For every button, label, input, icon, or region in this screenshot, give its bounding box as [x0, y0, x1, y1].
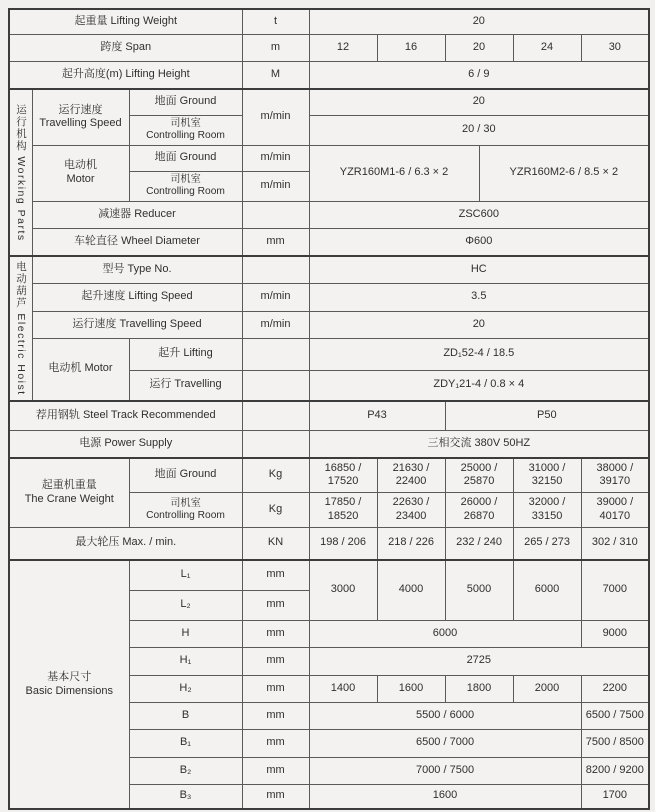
travel-motor-ground-unit: m/min: [242, 145, 309, 171]
dim-l-value: 7000: [581, 560, 649, 620]
span-value: 30: [581, 34, 649, 61]
dim-b-label: B: [129, 702, 242, 729]
travel-motor-value-right: YZR160M2-6 / 8.5 × 2: [479, 145, 649, 201]
type-no-label: 型号 Type No.: [32, 256, 242, 283]
hoist-travelling-speed-unit: m/min: [242, 311, 309, 338]
lifting-weight-unit: t: [242, 9, 309, 34]
dim-b-unit: mm: [242, 702, 309, 729]
crane-weight-ground-label: 地面 Ground: [129, 458, 242, 492]
row-power-supply: [9, 430, 649, 458]
crane-weight-ground-value: 21630 / 22400: [377, 458, 445, 492]
crane-specification-table: [8, 8, 650, 810]
basic-dimensions-label: [9, 560, 129, 809]
reducer-label: 减速器 Reducer: [32, 201, 242, 228]
span-value: 20: [445, 34, 513, 61]
crane-weight-cab-value: 17850 / 18520: [309, 492, 377, 527]
cab-label-zh: 司机室: [170, 497, 201, 509]
dim-b1-value-right: 7500 / 8500: [581, 729, 649, 757]
hoist-motor-label: 电动机 Motor: [32, 338, 129, 401]
crane-weight-label-en: The Crane Weight: [24, 492, 114, 505]
dim-b3-label: B₃: [129, 784, 242, 809]
crane-weight-label-zh: 起重机重量: [41, 479, 97, 491]
wheel-diameter-label: 车轮直径 Wheel Diameter: [32, 228, 242, 256]
hoist-motor-travelling-label: 运行 Travelling: [129, 370, 242, 401]
dim-h-unit: mm: [242, 620, 309, 647]
travelling-speed-label-zh: 运行速度: [58, 103, 103, 116]
max-wheel-load-unit: KN: [242, 527, 309, 560]
dim-h2-value: 2000: [513, 675, 581, 702]
wheel-diameter-unit: mm: [242, 228, 309, 256]
row-wheel-diameter: [9, 228, 649, 256]
crane-weight-cab-label: [129, 492, 242, 527]
crane-weight-ground-value: 38000 / 39170: [581, 458, 649, 492]
cab-label-en: Controlling Room: [146, 130, 225, 141]
dim-b-value-right: 6500 / 7500: [581, 702, 649, 729]
row-travel-motor-ground: [9, 145, 649, 171]
cab-label-zh: 司机室: [170, 174, 201, 186]
dim-h1-label: H₁: [129, 647, 242, 675]
travelling-speed-label: [32, 89, 129, 145]
cab-label-en: Controlling Room: [146, 186, 225, 197]
crane-weight-cab-value: 39000 / 40170: [581, 492, 649, 527]
travelling-speed-ground-label: 地面 Ground: [129, 89, 242, 115]
dim-h1-value: 2725: [309, 647, 649, 675]
max-wheel-load-value: 198 / 206: [309, 527, 377, 560]
section-electric-hoist-label: 电动葫芦 Electric Hoist: [15, 261, 27, 396]
lifting-height-unit: M: [242, 61, 309, 89]
travelling-speed-cab-label: [129, 115, 242, 145]
crane-weight-cab-unit: Kg: [242, 492, 309, 527]
travel-motor-cab-unit: m/min: [242, 171, 309, 201]
row-hoist-motor-lifting: [9, 338, 649, 370]
hoist-travelling-speed-label: 运行速度 Travelling Speed: [32, 311, 242, 338]
span-unit: m: [242, 34, 309, 61]
cab-label-zh: 司机室: [170, 118, 201, 130]
hoist-lifting-speed-unit: m/min: [242, 283, 309, 311]
hoist-travelling-speed-value: 20: [309, 311, 649, 338]
row-steel-track: [9, 401, 649, 430]
dim-h-value-left: 6000: [309, 620, 581, 647]
dim-l-value: 5000: [445, 560, 513, 620]
dim-l-value: 3000: [309, 560, 377, 620]
reducer-value: ZSC600: [309, 201, 649, 228]
hoist-lifting-speed-value: 3.5: [309, 283, 649, 311]
hoist-motor-travelling-value: ZDY₁21-4 / 0.8 × 4: [309, 370, 649, 401]
dim-b2-value-right: 8200 / 9200: [581, 757, 649, 784]
dim-h1-unit: mm: [242, 647, 309, 675]
travelling-speed-ground-value: 20: [309, 89, 649, 115]
dim-b3-unit: mm: [242, 784, 309, 809]
row-lifting-height: [9, 61, 649, 89]
crane-weight-ground-value: 31000 / 32150: [513, 458, 581, 492]
dim-h-value-right: 9000: [581, 620, 649, 647]
dim-l2-label: L₂: [129, 590, 242, 620]
dim-l-value: 4000: [377, 560, 445, 620]
crane-weight-cab-value: 22630 / 23400: [377, 492, 445, 527]
travel-motor-cab-label: [129, 171, 242, 201]
span-value: 16: [377, 34, 445, 61]
row-crane-weight-ground: [9, 458, 649, 492]
crane-weight-label: [9, 458, 129, 527]
span-label: 跨度 Span: [9, 34, 242, 61]
hoist-motor-lifting-value: ZD₁52-4 / 18.5: [309, 338, 649, 370]
crane-weight-cab-value: 32000 / 33150: [513, 492, 581, 527]
lifting-weight-value: 20: [309, 9, 649, 34]
dim-h2-value: 2200: [581, 675, 649, 702]
travel-motor-ground-label: 地面 Ground: [129, 145, 242, 171]
dim-l1-label: L₁: [129, 560, 242, 590]
hoist-lifting-speed-label: 起升速度 Lifting Speed: [32, 283, 242, 311]
dim-h2-value: 1800: [445, 675, 513, 702]
steel-track-value-right: P50: [445, 401, 649, 430]
row-dim-l1: [9, 560, 649, 590]
steel-track-label: 荐用钢轨 Steel Track Recommended: [9, 401, 242, 430]
travelling-speed-label-en: Travelling Speed: [39, 117, 122, 130]
hoist-motor-lifting-unit: [242, 338, 309, 370]
crane-weight-ground-value: 16850 / 17520: [309, 458, 377, 492]
row-travelling-speed-ground: [9, 89, 649, 115]
section-electric-hoist: [9, 256, 32, 401]
dim-b3-value-left: 1600: [309, 784, 581, 809]
span-value: 24: [513, 34, 581, 61]
wheel-diameter-value: Φ600: [309, 228, 649, 256]
max-wheel-load-value: 218 / 226: [377, 527, 445, 560]
crane-weight-ground-value: 25000 / 25870: [445, 458, 513, 492]
max-wheel-load-value: 302 / 310: [581, 527, 649, 560]
row-max-wheel-load: [9, 527, 649, 560]
crane-weight-cab-value: 26000 / 26870: [445, 492, 513, 527]
travel-motor-label-zh: 电动机: [64, 159, 97, 172]
dim-l1-unit: mm: [242, 560, 309, 590]
row-lifting-weight: [9, 9, 649, 34]
steel-track-unit: [242, 401, 309, 430]
span-value: 12: [309, 34, 377, 61]
lifting-height-value: 6 / 9: [309, 61, 649, 89]
max-wheel-load-label: 最大轮压 Max. / min.: [9, 527, 242, 560]
row-span: [9, 34, 649, 61]
dim-h2-label: H₂: [129, 675, 242, 702]
row-type-no: [9, 256, 649, 283]
dim-b-value-left: 5500 / 6000: [309, 702, 581, 729]
dim-h-label: H: [129, 620, 242, 647]
travel-motor-value-left: YZR160M1-6 / 6.3 × 2: [309, 145, 479, 201]
dim-h2-value: 1400: [309, 675, 377, 702]
dim-l-value: 6000: [513, 560, 581, 620]
travel-motor-label-en: Motor: [66, 173, 95, 185]
travel-motor-label: [32, 145, 129, 201]
travelling-speed-unit: m/min: [242, 89, 309, 145]
row-reducer: [9, 201, 649, 228]
steel-track-value-left: P43: [309, 401, 445, 430]
power-supply-value: 三相交流 380V 50HZ: [309, 430, 649, 458]
max-wheel-load-value: 232 / 240: [445, 527, 513, 560]
power-supply-label: 电源 Power Supply: [9, 430, 242, 458]
lifting-height-label: 起升高度(m) Lifting Height: [9, 61, 242, 89]
lifting-weight-label: 起重量 Lifting Weight: [9, 9, 242, 34]
dim-b2-label: B₂: [129, 757, 242, 784]
dim-h2-unit: mm: [242, 675, 309, 702]
dim-h2-value: 1600: [377, 675, 445, 702]
hoist-motor-lifting-label: 起升 Lifting: [129, 338, 242, 370]
reducer-unit: [242, 201, 309, 228]
section-working-parts-label: 运行机构 Working Parts: [15, 103, 27, 242]
type-no-unit: [242, 256, 309, 283]
travelling-speed-cab-value: 20 / 30: [309, 115, 649, 145]
cab-label-en: Controlling Room: [146, 509, 225, 521]
dim-b2-unit: mm: [242, 757, 309, 784]
row-hoist-lifting-speed: [9, 283, 649, 311]
row-hoist-travelling-speed: [9, 311, 649, 338]
basic-dimensions-label-en: Basic Dimensions: [25, 684, 113, 697]
power-supply-unit: [242, 430, 309, 458]
dim-b1-value-left: 6500 / 7000: [309, 729, 581, 757]
section-working-parts: [9, 89, 32, 256]
dim-b2-value-left: 7000 / 7500: [309, 757, 581, 784]
hoist-motor-travelling-unit: [242, 370, 309, 401]
type-no-value: HC: [309, 256, 649, 283]
max-wheel-load-value: 265 / 273: [513, 527, 581, 560]
crane-weight-ground-unit: Kg: [242, 458, 309, 492]
dim-b1-unit: mm: [242, 729, 309, 757]
dim-b3-value-right: 1700: [581, 784, 649, 809]
basic-dimensions-label-zh: 基本尺寸: [47, 670, 92, 683]
dim-l2-unit: mm: [242, 590, 309, 620]
dim-b1-label: B₁: [129, 729, 242, 757]
